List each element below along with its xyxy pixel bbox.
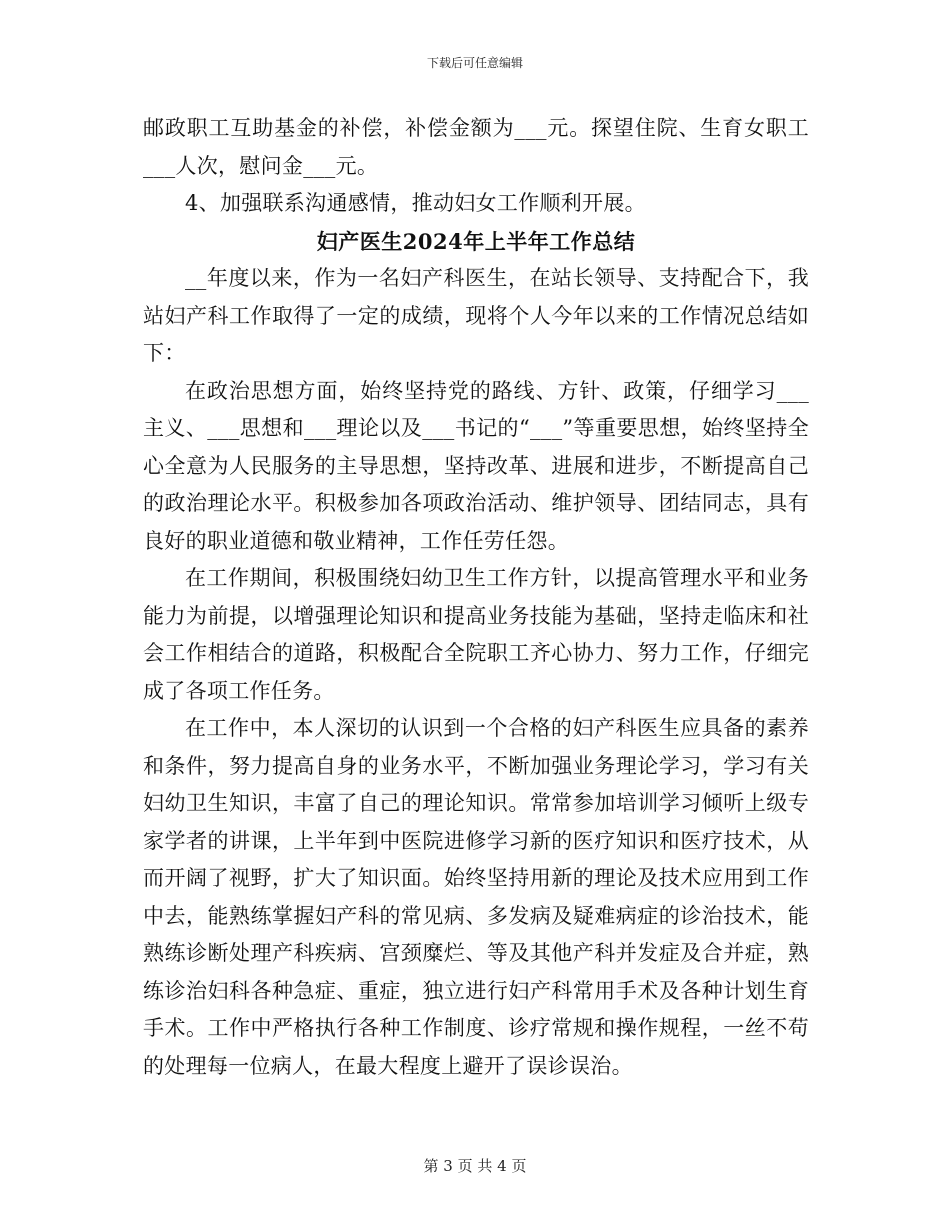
continuation-paragraph: 邮政职工互助基金的补偿，补偿金额为___元。探望住院、生育女职工___人次，慰问金___元。: [143, 116, 809, 178]
paragraph-work-period: 在工作期间，积极围绕妇幼卫生工作方针，以提高管理水平和业务能力为前提，以增强理论知识和提高业务技能为基础，坚持走临床和社会工作相结合的道路，积极配合全院职工齐心协力、努力工作，仔细完成了各项工作任务。: [143, 566, 809, 703]
document-title: 妇产医生2024年上半年工作总结: [316, 228, 636, 254]
paragraph-intro: __年度以来，作为一名妇产科医生，在站长领导、支持配合下，我站妇产科工作取得了一定的成绩，现将个人今年以来的工作情况总结如下：: [143, 266, 809, 365]
paragraph-political: 在政治思想方面，始终坚持党的路线、方针、政策，仔细学习___主义、___思想和___理论以及___书记的“___”等重要思想，始终坚持全心全意为人民服务的主导思想，坚持改革、进展和进步，不断提高自己的政治理论水平。积极参加各项政治活动、维护领导、团结同志，具有良好的职业道德和敬业精神，工作任劳任怨。: [143, 378, 809, 553]
paragraph-work-detail: 在工作中，本人深切的认识到一个合格的妇产科医生应具备的素养和条件，努力提高自身的业务水平，不断加强业务理论学习，学习有关妇幼卫生知识，丰富了自己的理论知识。常常参加培训学习倾听上级专家学者的讲课，上半年到中医院进修学习新的医疗知识和医疗技术，从而开阔了视野，扩大了知识面。始终坚持用新的理论及技术应用到工作中去，能熟练掌握妇产科的常见病、多发病及疑难病症的诊治技术，能熟练诊断处理产科疾病、宫颈糜烂、等及其他产科并发症及合并症，熟练诊治妇科各种急症、重症，独立进行妇产科常用手术及各种计划生育手术。工作中严格执行各种工作制度、诊疗常规和操作规程，一丝不苟的处理每一位病人，在最大程度上避开了误诊误治。: [143, 716, 809, 1078]
page-header-note: 下载后可任意编辑: [426, 56, 523, 70]
document-body: [143, 110, 809, 1085]
page-number-footer: 第 3 页 共 4 页: [423, 1157, 527, 1175]
list-item-4: 4、加强联系沟通感情，推动妇女工作顺利开展。: [185, 191, 646, 215]
